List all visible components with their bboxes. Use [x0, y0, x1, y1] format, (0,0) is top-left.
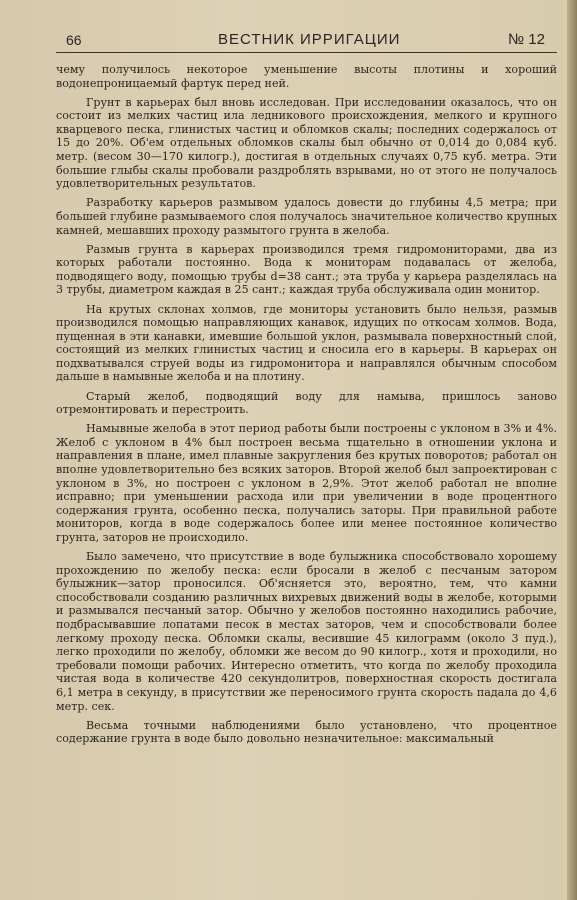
paragraph: Грунт в карьерах был вновь исследован. При исследовании оказалось, что он состоит из мелких частиц ила ледникового происхождения, мелкого и крупного кварцевого песка, глинистых частиц и обломков скалы; последних содержалось от 15 до 20%. Об'ем отдельных обломков скалы был обычно от 0,014 до 0,084 куб. метр. (весом 30—170 килогр.), достигая в отдельных случаях 0,75 куб. метра. Эти большие глыбы скалы пробовали раздроблять взрывами, но от этого не получалось удовлетворительных результатов.: [56, 95, 557, 191]
paragraph: Было замечено, что присутствие в воде булыжника способствовало хорошему прохождению по желобу песка: если бросали в желоб с песчаным затором булыжник—затор проносился. Об'ясняется это, вероятно, тем, что камни способствовали созданию различных вихревых движений воды в желобе, которыми и размывался песчаный затор. Обычно у желобов постоянно находились рабочие, подбрасывавшие лопатами песок в местах заторов, чем и способствовали более легкому проходу песка. Обломки скалы, весившие 45 килограмм (около 3 пуд.), легко проходили по желобу, обломки же весом до 90 килогр., хотя и проходили, но требовали помощи рабочих. Интересно отметить, что когда по желобу проходила чистая вода в количестве 420 секундолитров, поверхностная скорость достигала 6,1 метра в секунду, в присутствии же переносимого грунта скорость падала до 4,6 метр. сек.: [56, 550, 557, 713]
paragraph-continuation: чему получилось некоторое уменьшение высоты плотины и хороший водонепроницаемый фартук перед ней.: [56, 63, 557, 90]
article-body: [56, 63, 557, 746]
paragraph: Разработку карьеров размывом удалось довести до глубины 4,5 метра; при большей глубине размываемого слоя получалось значительное количество крупных камней, мешавших проходу размытого грунта в желоба.: [56, 196, 557, 237]
paragraph: На крутых склонах холмов, где мониторы установить было нельзя, размыв производился помощью направляющих канавок, идущих по откосам холмов. Вода, пущенная в эти канавки, имевшие большой уклон, размывала поверхностный слой, состоящий из мелких глинистых частиц и сносила его в карьеры. В карьерах он подхватывался струей воды из гидромонитора и направлялся обычным способом дальше в намывные желоба и на плотину.: [56, 302, 557, 384]
page-header: [56, 30, 557, 53]
paragraph: Размыв грунта в карьерах производился тремя гидромониторами, два из которых работали постоянно. Вода к мониторам подавалась от желоба, подводящего воду, помощью трубы d=38 сант.; эта труба у карьера разделялась на 3 трубы, диаметром каждая в 25 сант.; каждая труба обслуживала один монитор.: [56, 242, 557, 297]
journal-title: ВЕСТНИК ИРРИГАЦИИ: [218, 31, 401, 48]
book-spine-shadow: [567, 0, 577, 900]
paragraph: Весьма точными наблюдениями было установлено, что процентное содержание грунта в воде было довольно незначительное: максимальный: [56, 718, 557, 746]
page-number: 66: [66, 32, 82, 48]
paragraph: Старый желоб, подводящий воду для намыва, пришлось заново отремонтировать и перестроить.: [56, 389, 557, 417]
paragraph: Намывные желоба в этот период работы были построены с уклоном в 3% и 4%. Желоб с уклоном в 4% был построен весьма тщательно в отношении уклона и направления в плане, имел плавные закругления без крутых поворотов; работал он вполне удовлетворительно без всяких заторов. Второй желоб был запроектирован с уклоном в 3%, но построен с уклоном в 2,9%. Этот желоб работал не вполне исправно; при уменьшении расхода или при увеличении в воде процентного содержания грунта, особенно песка, получались заторы. При правильной работе мониторов, когда в воде содержалось более или менее постоянное количество грунта, заторов не происходило.: [56, 422, 557, 544]
issue-number: № 12: [508, 31, 545, 48]
